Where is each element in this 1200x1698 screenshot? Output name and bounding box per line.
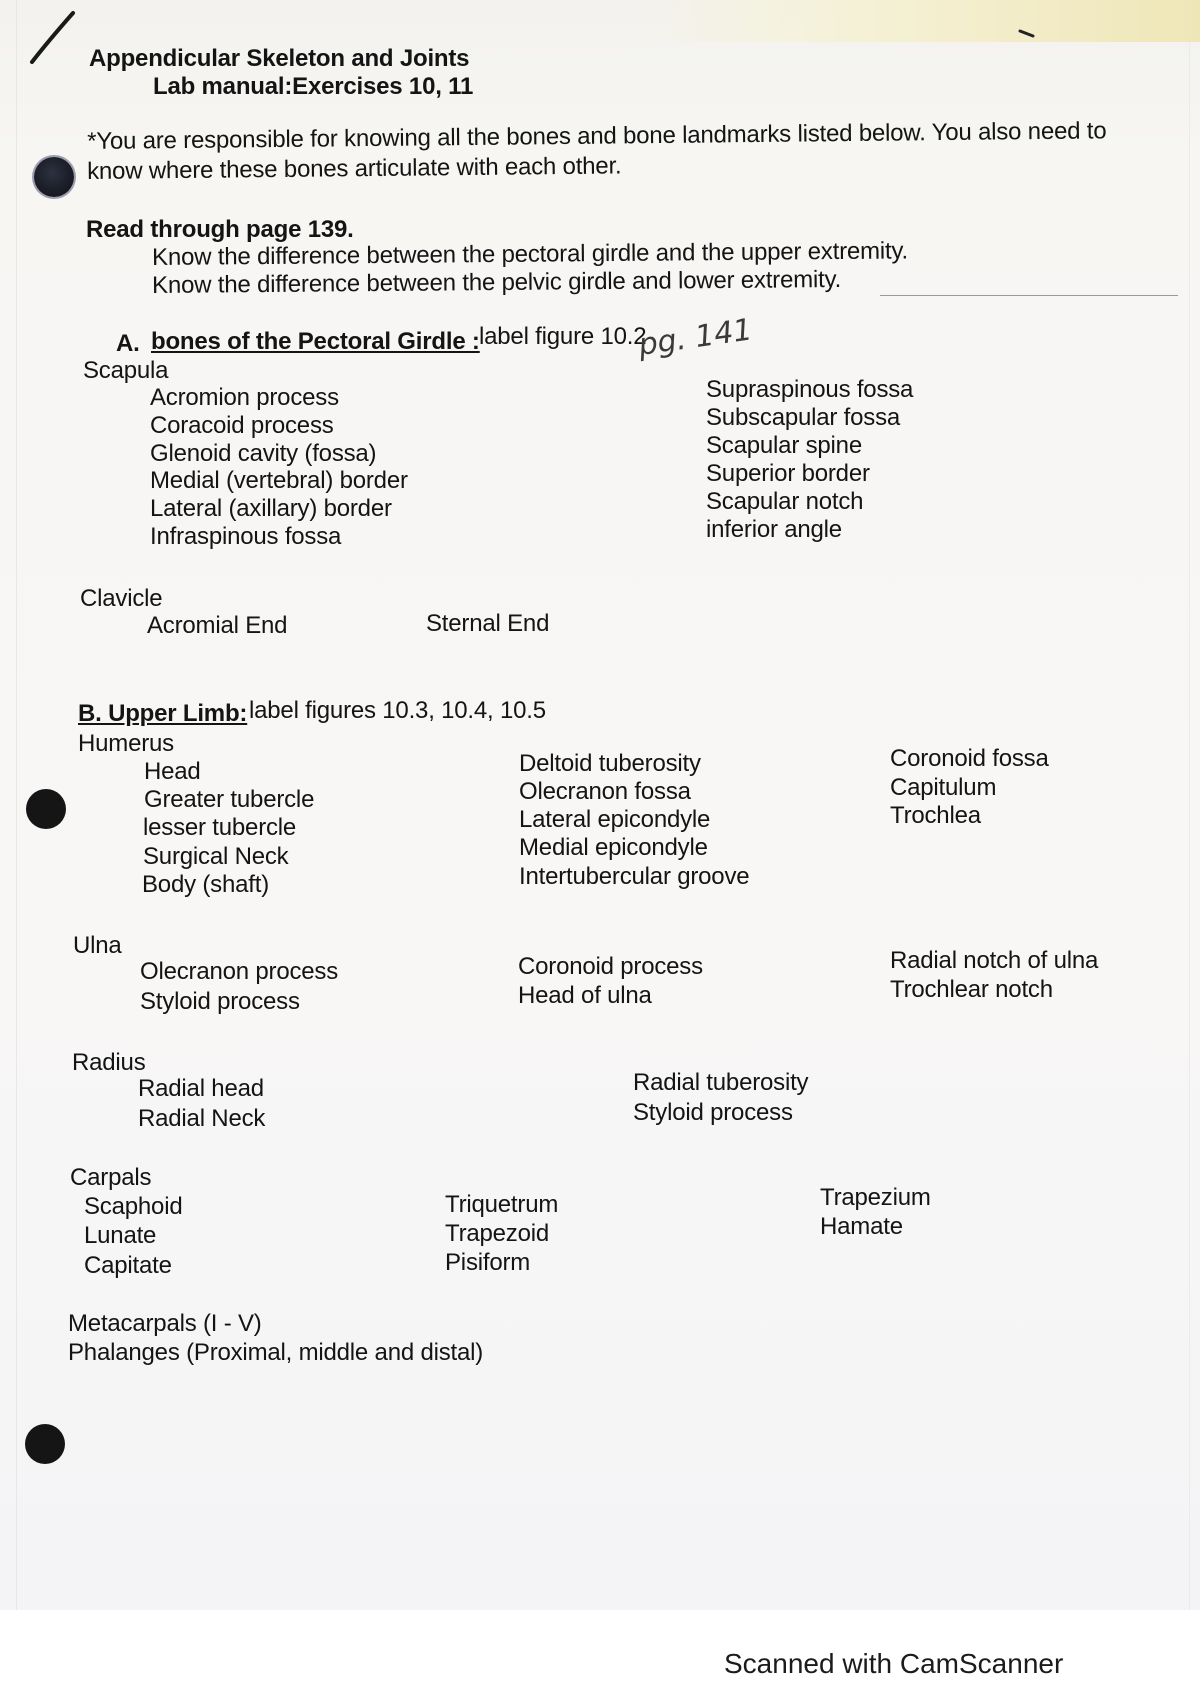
list-item: Capitulum bbox=[890, 774, 997, 801]
list-item: Olecranon process bbox=[140, 958, 339, 985]
list-item: Surgical Neck bbox=[143, 843, 289, 870]
scapula-label: Scapula bbox=[83, 357, 169, 384]
scan-watermark: Scanned with CamScanner bbox=[724, 1648, 1064, 1679]
list-item: Styloid process bbox=[140, 988, 300, 1015]
list-item: Styloid process bbox=[633, 1099, 793, 1126]
list-item: Scapular notch bbox=[706, 488, 864, 515]
page-stain bbox=[640, 0, 1200, 42]
list-item: Subscapular fossa bbox=[706, 404, 901, 431]
list-item: Deltoid tuberosity bbox=[519, 750, 701, 777]
list-item: Radial Neck bbox=[138, 1105, 266, 1132]
carpals-label: Carpals bbox=[70, 1164, 152, 1191]
list-item: Coracoid process bbox=[150, 412, 334, 439]
list-item: Head of ulna bbox=[518, 982, 652, 1009]
list-item: Superior border bbox=[706, 460, 870, 487]
hole-punch-middle bbox=[26, 789, 66, 829]
list-item: Acromion process bbox=[150, 384, 339, 411]
list-item: Hamate bbox=[820, 1213, 903, 1240]
pen-tick-mark bbox=[1018, 28, 1036, 40]
intro-line-2: know where these bones articulate with each other. bbox=[87, 152, 622, 185]
list-item: Scaphoid bbox=[84, 1193, 183, 1220]
list-item: Glenoid cavity (fossa) bbox=[150, 440, 377, 467]
list-item: Supraspinous fossa bbox=[706, 376, 914, 403]
list-item: inferior angle bbox=[706, 516, 842, 543]
hole-punch-top bbox=[34, 157, 74, 197]
list-item: Trapezium bbox=[820, 1184, 931, 1211]
section-b-title: B. Upper Limb: bbox=[78, 700, 248, 727]
humerus-label: Humerus bbox=[78, 730, 174, 757]
reading-item-2: Know the difference between the pelvic girdle and lower extremity. bbox=[152, 265, 842, 299]
intro-line-1: *You are responsible for knowing all the bones and bone landmarks listed below. You also need to bbox=[87, 117, 1107, 155]
list-item: Head bbox=[144, 758, 201, 785]
document-title: Appendicular Skeleton and Joints bbox=[89, 45, 470, 72]
list-item: Radial notch of ulna bbox=[890, 947, 1099, 974]
pen-slash-mark bbox=[28, 10, 78, 66]
list-item: Lateral (axillary) border bbox=[150, 495, 392, 522]
list-item: Medial (vertebral) border bbox=[150, 467, 408, 494]
reading-item-1: Know the difference between the pectoral girdle and the upper extremity. bbox=[152, 237, 909, 271]
section-a-letter: A. bbox=[116, 330, 140, 357]
list-item: Trochlear notch bbox=[890, 976, 1053, 1003]
hole-punch-bottom bbox=[25, 1424, 65, 1464]
clavicle-label: Clavicle bbox=[80, 585, 163, 612]
reading-heading: Read through page 139. bbox=[86, 216, 354, 243]
list-item: Greater tubercle bbox=[144, 786, 315, 813]
list-item: Trapezoid bbox=[445, 1220, 550, 1247]
list-item: Pisiform bbox=[445, 1249, 531, 1276]
section-a-note: label figure 10.2 bbox=[479, 323, 647, 350]
list-item: Capitate bbox=[84, 1252, 172, 1279]
document-subtitle: Lab manual:Exercises 10, 11 bbox=[153, 73, 474, 100]
list-item: Medial epicondyle bbox=[519, 834, 708, 861]
list-item: Lunate bbox=[84, 1222, 157, 1249]
list-item: Intertubercular groove bbox=[519, 863, 750, 890]
list-item: Lateral epicondyle bbox=[519, 806, 711, 833]
radius-label: Radius bbox=[72, 1049, 146, 1076]
section-b-note: label figures 10.3, 10.4, 10.5 bbox=[249, 697, 546, 724]
list-item: Olecranon fossa bbox=[519, 778, 691, 805]
section-a-title: bones of the Pectoral Girdle : bbox=[151, 328, 480, 355]
ulna-label: Ulna bbox=[73, 932, 122, 959]
list-item: Trochlea bbox=[890, 802, 981, 829]
phalanges-line: Phalanges (Proximal, middle and distal) bbox=[68, 1339, 484, 1366]
metacarpals-line: Metacarpals (I - V) bbox=[68, 1310, 262, 1337]
list-item: Scapular spine bbox=[706, 432, 862, 459]
list-item: Radial head bbox=[138, 1075, 264, 1102]
svg-text:pg. 141: pg. 141 bbox=[636, 312, 755, 363]
pencil-rule bbox=[880, 295, 1178, 296]
list-item: Coronoid fossa bbox=[890, 745, 1049, 772]
list-item: Radial tuberosity bbox=[633, 1069, 809, 1096]
list-item: Infraspinous fossa bbox=[150, 523, 342, 550]
list-item: lesser tubercle bbox=[143, 814, 297, 841]
clavicle-item: Sternal End bbox=[426, 610, 550, 637]
list-item: Body (shaft) bbox=[142, 871, 269, 898]
clavicle-item: Acromial End bbox=[147, 612, 288, 639]
list-item: Coronoid process bbox=[518, 953, 703, 980]
list-item: Triquetrum bbox=[445, 1191, 559, 1218]
